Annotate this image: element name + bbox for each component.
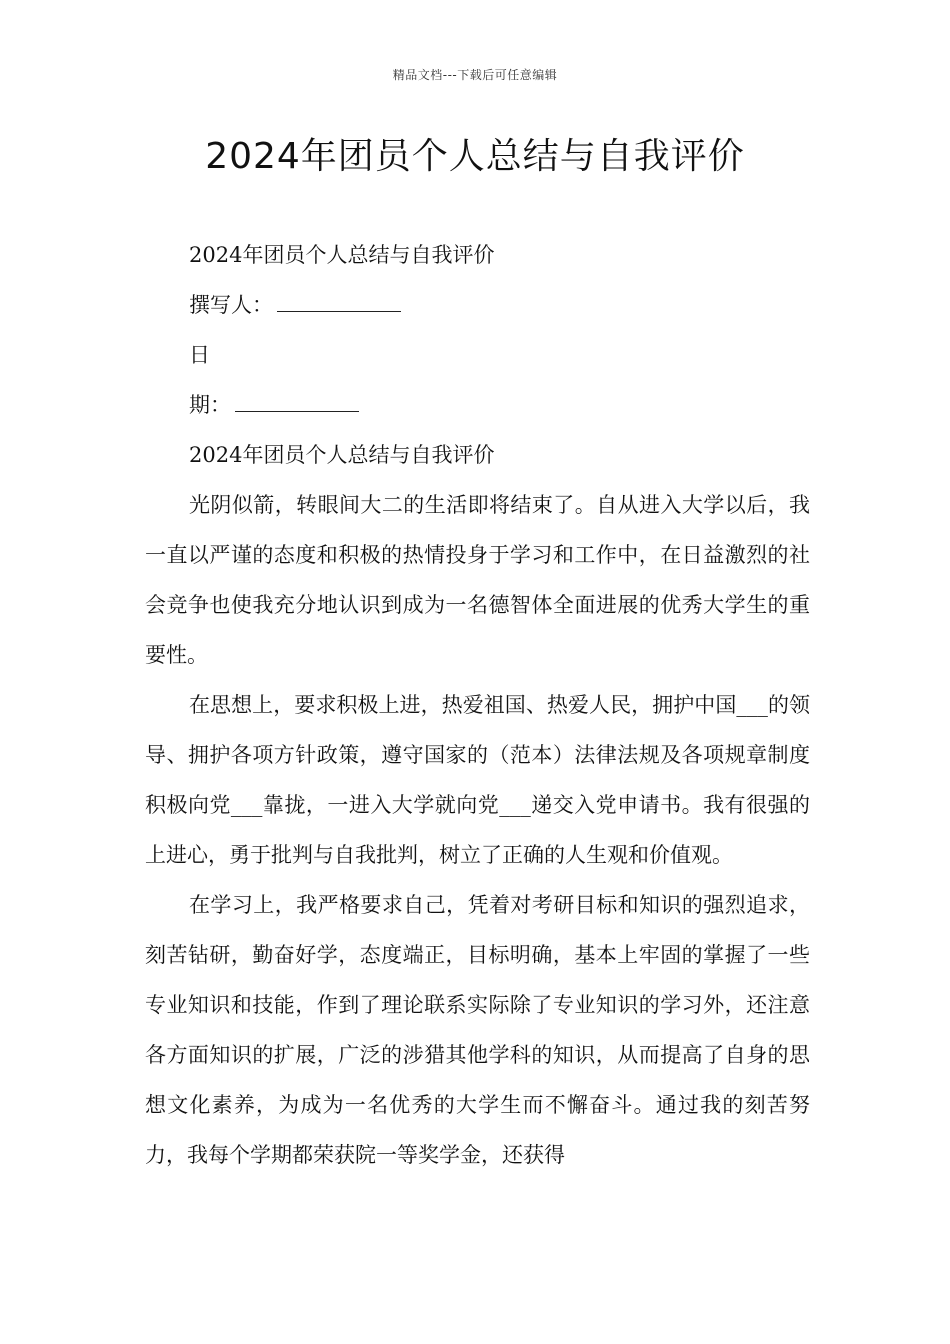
- author-line: [145, 280, 810, 330]
- date-label-line1: 日: [189, 343, 210, 367]
- date-label: 期：: [189, 393, 231, 417]
- document-title: 2024年团员个人总结与自我评价: [205, 136, 745, 177]
- subtitle-line-2: 2024年团员个人总结与自我评价: [189, 443, 495, 467]
- author-blank: [277, 295, 401, 312]
- header-note: 精品文档---下载后可任意编辑: [392, 68, 558, 82]
- paragraph-2: 在思想上，要求积极上进，热爱祖国、热爱人民，拥护中国___的领导、拥护各项方针政策，遵守国家的（范本）法律法规及各项规章制度积极向党___靠拢，一进入大学就向党___递交入党申请书。我有很强的上进心，勇于批判与自我批判，树立了正确的人生观和价值观。: [145, 693, 810, 867]
- subtitle-line: 2024年团员个人总结与自我评价: [189, 243, 495, 267]
- date-line: [145, 380, 810, 430]
- paragraph-1: 光阴似箭，转眼间大二的生活即将结束了。自从进入大学以后，我一直以严谨的态度和积极的热情投身于学习和工作中，在日益激烈的社会竞争也使我充分地认识到成为一名德智体全面进展的优秀大学生的重要性。: [145, 493, 810, 667]
- author-label: 撰写人：: [189, 293, 273, 317]
- document-body: [145, 230, 810, 1180]
- paragraph-3: 在学习上，我严格要求自己，凭着对考研目标和知识的强烈追求，刻苦钻研，勤奋好学，态度端正，目标明确，基本上牢固的掌握了一些专业知识和技能，作到了理论联系实际除了专业知识的学习外，还注意各方面知识的扩展，广泛的涉猎其他学科的知识，从而提高了自身的思想文化素养，为成为一名优秀的大学生而不懈奋斗。通过我的刻苦努力，我每个学期都荣获院一等奖学金，还获得: [145, 893, 810, 1167]
- date-blank: [235, 395, 359, 412]
